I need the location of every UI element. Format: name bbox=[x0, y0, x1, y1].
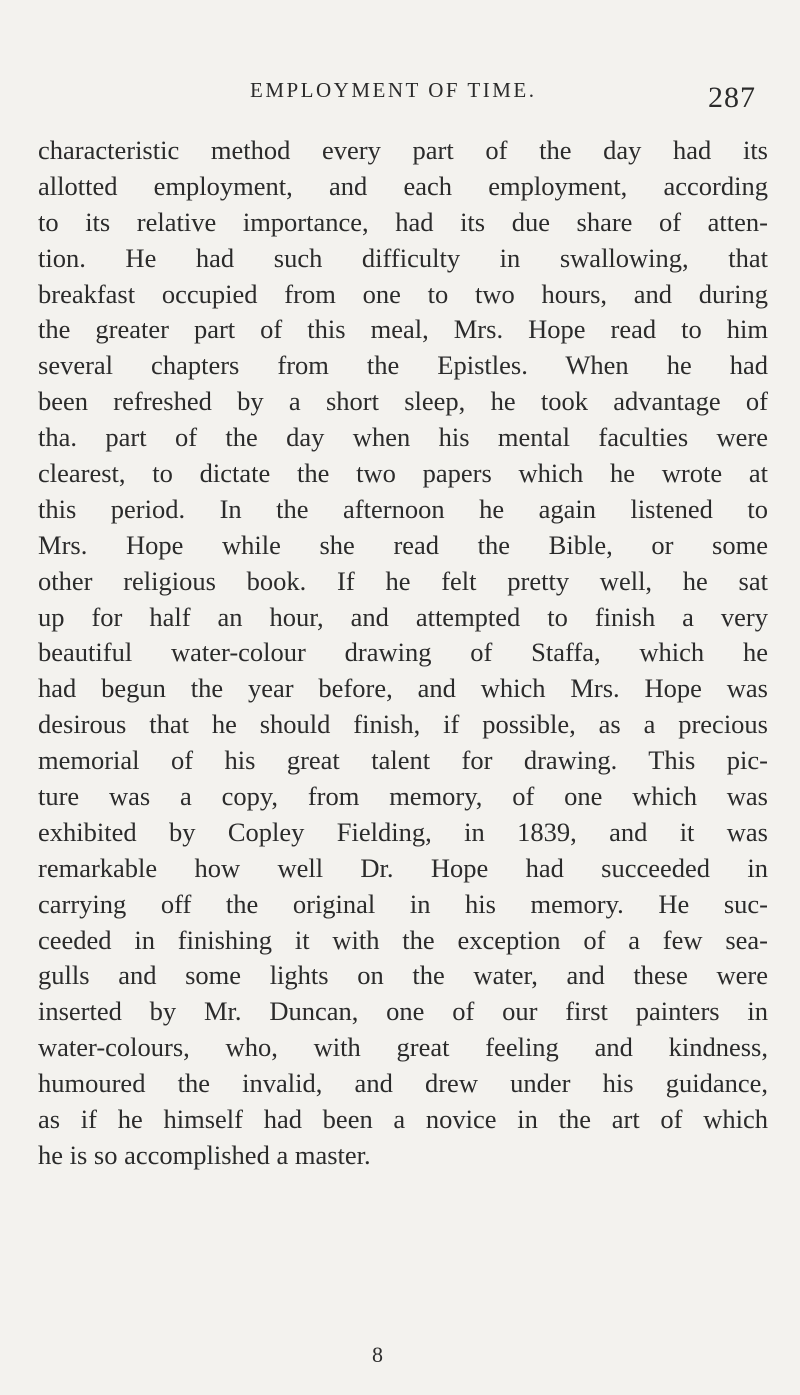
body-text bbox=[38, 133, 768, 1174]
text-line: several chapters from the Epistles. When he had bbox=[38, 350, 768, 381]
running-head bbox=[0, 78, 800, 114]
text-line: as if he himself had been a novice in the art of which bbox=[38, 1104, 768, 1135]
text-line: Mrs. Hope while she read the Bible, or some bbox=[38, 529, 768, 560]
signature-mark: 8 bbox=[372, 1342, 383, 1367]
text-line: allotted employment, and each employment, according bbox=[38, 170, 768, 201]
running-title: EMPLOYMENT OF TIME. bbox=[250, 78, 537, 102]
text-line: humoured the invalid, and drew under his guidance, bbox=[38, 1068, 768, 1099]
text-line: up for half an hour, and attempted to finish a very bbox=[38, 601, 768, 632]
text-line: carrying off the original in his memory. He suc- bbox=[38, 888, 768, 919]
text-line: clearest, to dictate the two papers which he wrote at bbox=[38, 458, 768, 489]
text-line: characteristic method every part of the day had its bbox=[38, 135, 768, 165]
text-line: been refreshed by a short sleep, he took advantage of bbox=[38, 386, 768, 417]
text-line: the greater part of this meal, Mrs. Hope read to him bbox=[38, 314, 768, 345]
text-line: to its relative importance, had its due share of atten- bbox=[38, 206, 768, 237]
text-line: breakfast occupied from one to two hours, and during bbox=[38, 278, 768, 309]
text-line: ture was a copy, from memory, of one which was bbox=[38, 781, 768, 812]
text-line: he is so accomplished a master. bbox=[38, 1139, 371, 1170]
text-line: remarkable how well Dr. Hope had succeeded in bbox=[38, 852, 768, 883]
page-number: 287 bbox=[708, 81, 756, 114]
text-line: beautiful water-colour drawing of Staffa, which he bbox=[38, 637, 768, 668]
text-line: other religious book. If he felt pretty well, he sat bbox=[38, 565, 768, 596]
text-line: had begun the year before, and which Mrs. Hope was bbox=[38, 673, 768, 704]
text-line: this period. In the afternoon he again listened to bbox=[38, 493, 768, 524]
text-line: tha. part of the day when his mental faculties were bbox=[38, 422, 768, 453]
text-line: water-colours, who, with great feeling and kindness, bbox=[38, 1032, 768, 1063]
text-line: gulls and some lights on the water, and these were bbox=[38, 960, 768, 991]
text-line: desirous that he should finish, if possible, as a precious bbox=[38, 709, 768, 740]
text-line: ceeded in finishing it with the exception of a few sea- bbox=[38, 924, 768, 955]
text-line: inserted by Mr. Duncan, one of our first painters in bbox=[38, 996, 768, 1027]
text-line: memorial of his great talent for drawing. This pic- bbox=[38, 745, 768, 776]
text-line: exhibited by Copley Fielding, in 1839, and it was bbox=[38, 816, 768, 847]
text-line: tion. He had such difficulty in swallowing, that bbox=[38, 242, 768, 273]
